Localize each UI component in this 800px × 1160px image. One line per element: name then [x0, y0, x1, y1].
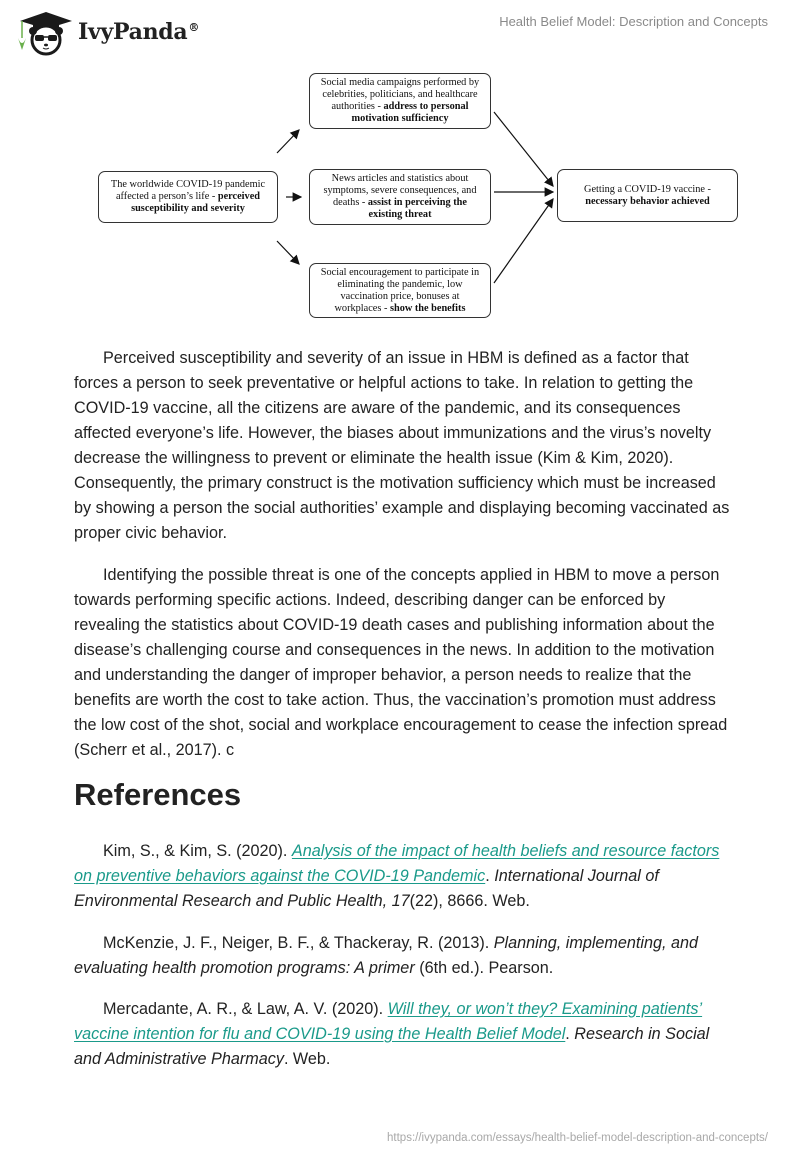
body-paragraph: Identifying the possible threat is one of the concepts applied in HBM to move a person towards performing specific actions. Indeed, describing danger can be enforced by revealing the statistics about COVID-19 death cases and publishing information about the disease’s challenging course and consequences in the news. In addition to the motivation and understanding the danger of improper behavior, a person needs to realize that the benefits are worth the cost to take action. Thus, the vaccination’s promotion must address the low cost of the shot, social and workplace encouragement to cease the infection spread (Scherr et al., 2017). c — [74, 566, 728, 759]
brand-name: IvyPanda® — [78, 19, 200, 45]
diagram-box-show-benefits: Social encouragement to participate in eliminating the pandemic, low vaccination price, bonuses at workplaces - show the benefits — [309, 263, 491, 318]
reference-item: Kim, S., & Kim, S. (2020). Analysis of the impact of health beliefs and resource factors on preventive behaviors against the COVID-19 Pandemic. International Journal of Environmental Research and Public Health, 17(22), 8666. Web. — [74, 842, 720, 910]
ivypanda-logo[interactable] — [16, 8, 199, 56]
diagram-box-existing-threat: News articles and statistics about symptoms, severe consequences, and deaths - assist in perceiving the existing threat — [309, 169, 491, 225]
page-header — [0, 0, 800, 60]
diagram-box-behavior-achieved: Getting a COVID-19 vaccine - necessary behavior achieved — [557, 169, 738, 222]
diagram-box-motivation-sufficiency: Social media campaigns performed by celebrities, politicians, and healthcare authorities - address to personal motivation sufficiency — [309, 73, 491, 129]
reference-item: Mercadante, A. R., & Law, A. V. (2020). Will they, or won’t they? Examining patients’ vaccine intention for flu and COVID-19 using the Health Belief Model. Research in Social and Administrative Pharmacy. Web. — [74, 1000, 710, 1068]
body-paragraph: Perceived susceptibility and severity of an issue in HBM is defined as a factor that forces a person to seek preventative or helpful actions to take. In relation to getting the COVID-19 vaccine, all the citizens are aware of the pandemic, and its consequences affected everyone’s life. However, the biases about immunizations and the virus’s novelty decrease the willingness to prevent or eliminate the health issue (Kim & Kim, 2020). Consequently, the primary construct is the motivation sufficiency which must be increased by showing a person the social authorities’ example and displaying becoming vaccinated as proper civic behavior. — [74, 349, 730, 542]
diagram-box-perceived-susceptibility: The worldwide COVID-19 pandemic affected a person’s life - perceived susceptibility and severity — [98, 171, 278, 223]
reference-link[interactable]: Will they, or won’t they? Examining patients’ vaccine intention for flu and COVID-19 using the Health Belief Model — [74, 1000, 703, 1043]
page-title: Health Belief Model: Description and Concepts — [499, 14, 768, 29]
reference-item: McKenzie, J. F., Neiger, B. F., & Thackeray, R. (2013). Planning, implementing, and evaluating health promotion programs: A primer (6th ed.). Pearson. — [74, 934, 699, 977]
references-heading: References — [74, 777, 242, 812]
hbm-flow-diagram — [0, 60, 800, 325]
reference-link[interactable]: Analysis of the impact of health beliefs and resource factors on preventive behaviors against the COVID-19 Pandemic — [74, 842, 720, 885]
panda-graduate-icon — [16, 8, 76, 56]
source-url[interactable]: https://ivypanda.com/essays/health-belief-model-description-and-concepts/ — [387, 1132, 768, 1144]
